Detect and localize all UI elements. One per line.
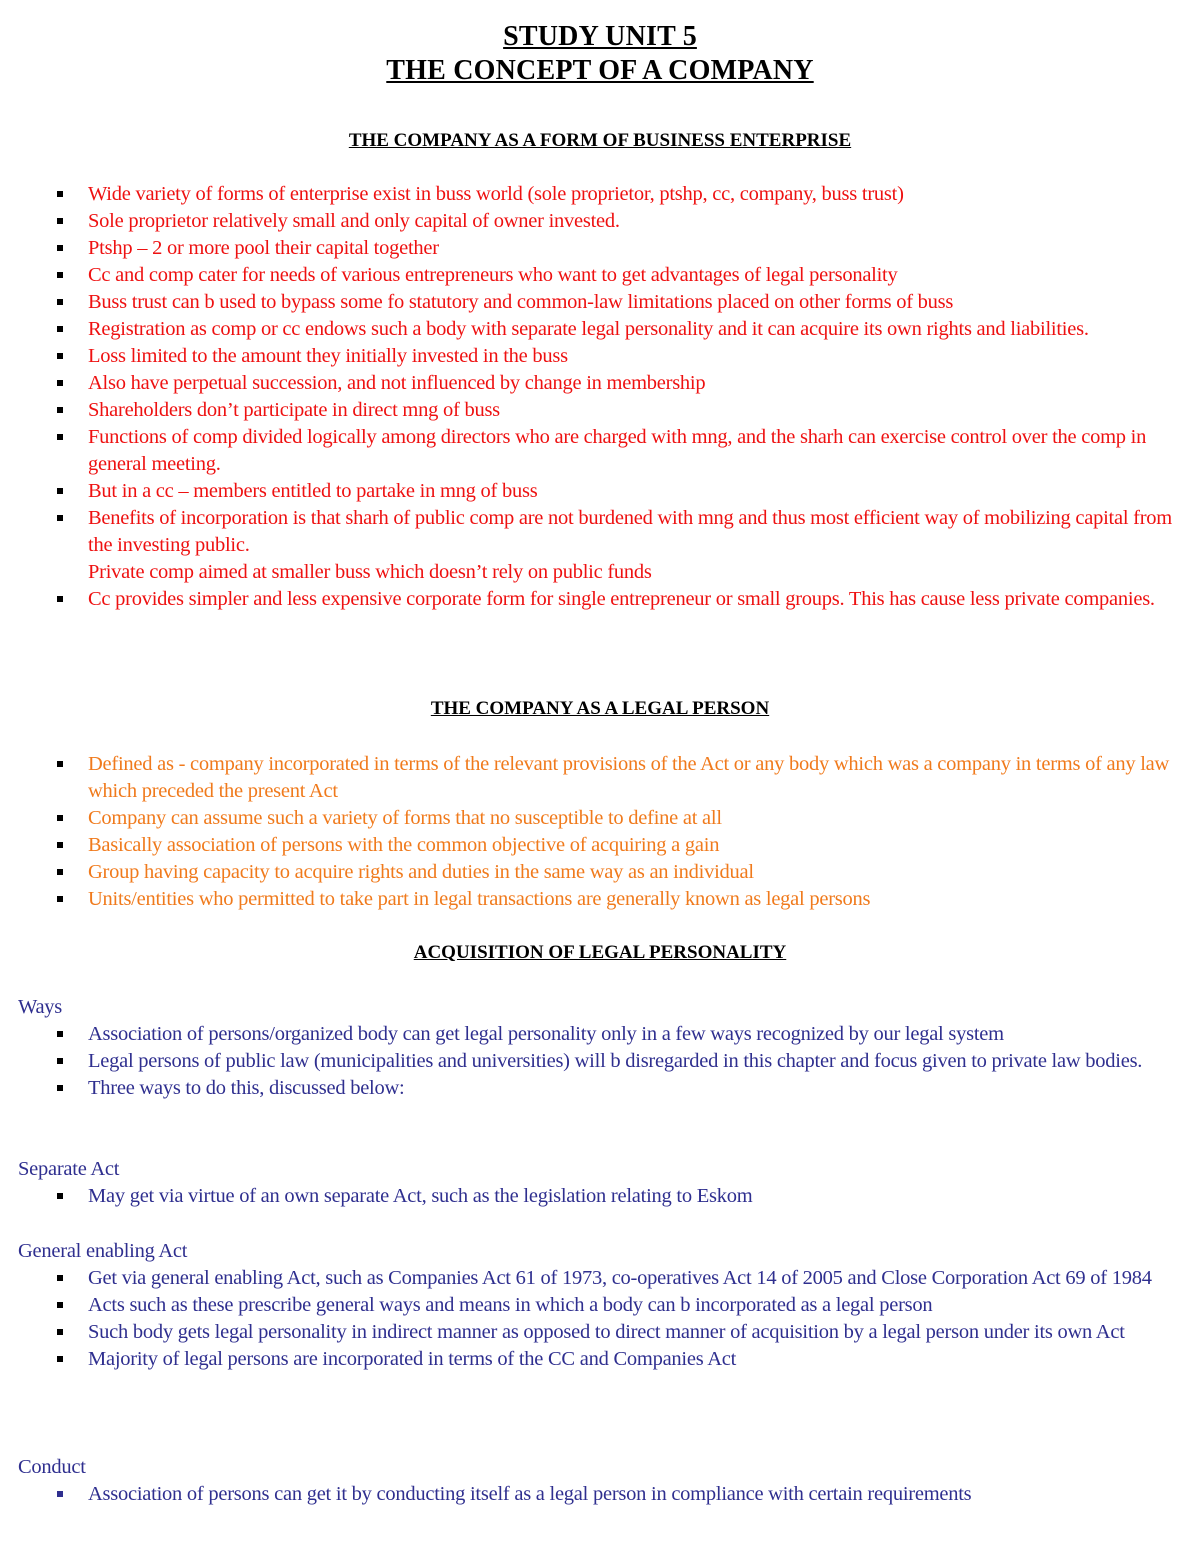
- list-item: Acts such as these prescribe general ways and means in which a body can b incorporated as a legal person: [0, 1292, 1200, 1319]
- bullet-icon: [57, 1193, 63, 1199]
- list-item: Three ways to do this, discussed below:: [0, 1075, 1200, 1102]
- list-item: Registration as comp or cc endows such a body with separate legal personality and it can acquire its own rights and liabilities.: [0, 316, 1200, 343]
- list-item: Units/entities who permitted to take part in legal transactions are generally known as legal persons: [0, 886, 1200, 913]
- bullet-icon: [57, 434, 63, 440]
- list-item: Association of persons/organized body can get legal personality only in a few ways recognized by our legal system: [0, 1021, 1200, 1048]
- list-item: Legal persons of public law (municipalities and universities) will b disregarded in this chapter and focus given to private law bodies.: [0, 1048, 1200, 1075]
- section-heading-business-enterprise: THE COMPANY AS A FORM OF BUSINESS ENTERPRISE: [348, 130, 852, 151]
- bullet-icon: [57, 245, 63, 251]
- list-item: Buss trust can b used to bypass some fo statutory and common-law limitations placed on other forms of buss: [0, 289, 1200, 316]
- list-item: Wide variety of forms of enterprise exist in buss world (sole proprietor, ptshp, cc, company, buss trust): [0, 181, 1200, 208]
- list-item: Basically association of persons with the common objective of acquiring a gain: [0, 832, 1200, 859]
- bullet-icon: [57, 488, 63, 494]
- bullet-icon: [57, 1329, 63, 1335]
- list-item: Majority of legal persons are incorporated in terms of the CC and Companies Act: [0, 1346, 1200, 1373]
- list-item: Association of persons can get it by conducting itself as a legal person in compliance with certain requirements: [0, 1481, 1200, 1508]
- list-item: Ptshp – 2 or more pool their capital together: [0, 235, 1200, 262]
- list-item: Defined as - company incorporated in terms of the relevant provisions of the Act or any body which was a company in terms of any law which preceded the present Act: [0, 751, 1200, 805]
- title-line-1: STUDY UNIT 5: [503, 21, 697, 52]
- bullet-icon: [57, 191, 63, 197]
- bullet-icon: [57, 596, 63, 602]
- list-item: May get via virtue of an own separate Act, such as the legislation relating to Eskom: [0, 1183, 1200, 1210]
- business-enterprise-list: [0, 181, 1200, 613]
- list-item: Cc provides simpler and less expensive corporate form for single entrepreneur or small groups. This has cause less private companies.: [0, 586, 1200, 613]
- general-act-list: [0, 1265, 1200, 1373]
- list-item: Group having capacity to acquire rights and duties in the same way as an individual: [0, 859, 1200, 886]
- bullet-icon: [57, 1085, 63, 1091]
- list-item-continuation: Private comp aimed at smaller buss which doesn’t rely on public funds: [88, 561, 652, 583]
- bullet-icon: [57, 842, 63, 848]
- bullet-icon: [57, 1031, 63, 1037]
- subheading-general-enabling-act: General enabling Act: [18, 1240, 188, 1262]
- list-item: Cc and comp cater for needs of various entrepreneurs who want to get advantages of legal personality: [0, 262, 1200, 289]
- legal-person-list: [0, 751, 1200, 913]
- bullet-icon: [57, 407, 63, 413]
- bullet-icon: [57, 896, 63, 902]
- list-item: Get via general enabling Act, such as Companies Act 61 of 1973, co-operatives Act 14 of 2005 and Close Corporation Act 69 of 1984: [0, 1265, 1200, 1292]
- bullet-icon: [57, 1302, 63, 1308]
- subheading-separate-act: Separate Act: [18, 1158, 120, 1180]
- bullet-icon: [57, 380, 63, 386]
- section-heading-legal-person: THE COMPANY AS A LEGAL PERSON: [430, 698, 770, 719]
- list-item: Company can assume such a variety of forms that no susceptible to define at all: [0, 805, 1200, 832]
- list-item: Functions of comp divided logically among directors who are charged with mng, and the sharh can exercise control over the comp in general meeting.: [0, 424, 1200, 478]
- subheading-ways: Ways: [18, 996, 63, 1018]
- bullet-icon: [57, 1356, 63, 1362]
- list-item: Shareholders don’t participate in direct mng of buss: [0, 397, 1200, 424]
- bullet-icon: [57, 761, 63, 767]
- conduct-list: [0, 1481, 1200, 1508]
- list-item: But in a cc – members entitled to partake in mng of buss: [0, 478, 1200, 505]
- list-item: Benefits of incorporation is that sharh of public comp are not burdened with mng and thus most efficient way of mobilizing capital from the investing public.: [0, 505, 1200, 559]
- title-block: [0, 20, 1200, 88]
- bullet-icon: [57, 326, 63, 332]
- section-heading-acquisition: ACQUISITION OF LEGAL PERSONALITY: [413, 942, 787, 963]
- bullet-icon: [57, 299, 63, 305]
- bullet-icon: [57, 272, 63, 278]
- bullet-icon: [57, 1491, 63, 1497]
- subheading-conduct: Conduct: [18, 1456, 86, 1478]
- title-line-2: THE CONCEPT OF A COMPANY: [386, 55, 814, 86]
- bullet-icon: [57, 515, 63, 521]
- bullet-icon: [57, 353, 63, 359]
- list-item: Also have perpetual succession, and not influenced by change in membership: [0, 370, 1200, 397]
- bullet-icon: [57, 869, 63, 875]
- bullet-icon: [57, 218, 63, 224]
- separate-act-list: [0, 1183, 1200, 1210]
- list-item: Sole proprietor relatively small and only capital of owner invested.: [0, 208, 1200, 235]
- ways-list: [0, 1021, 1200, 1102]
- bullet-icon: [57, 1275, 63, 1281]
- bullet-icon: [57, 815, 63, 821]
- list-item: Such body gets legal personality in indirect manner as opposed to direct manner of acquisition by a legal person under its own Act: [0, 1319, 1200, 1346]
- list-item: Loss limited to the amount they initially invested in the buss: [0, 343, 1200, 370]
- bullet-icon: [57, 1058, 63, 1064]
